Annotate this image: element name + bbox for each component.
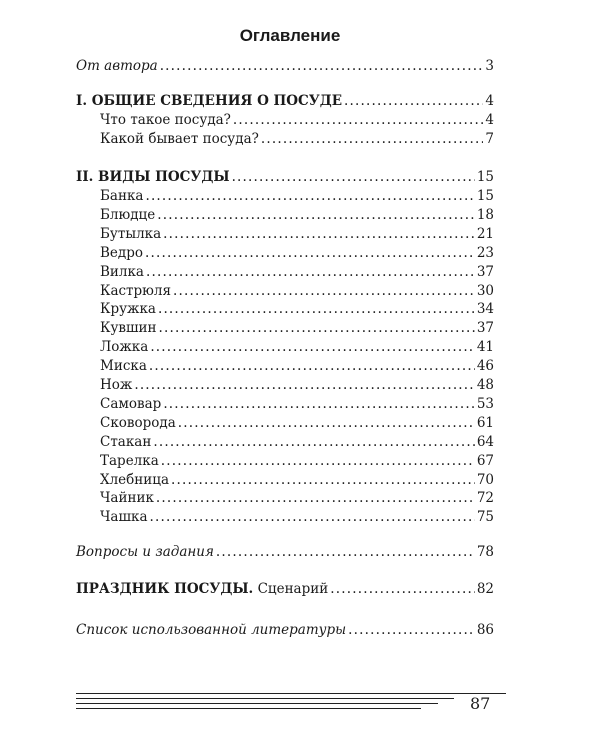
toc-entry-page: 46 <box>476 358 494 375</box>
toc-entry-title: Сковорода <box>100 414 176 431</box>
dot-leader <box>134 376 474 395</box>
toc-entry-title: Бутылка <box>100 225 162 242</box>
toc-entry <box>100 395 494 414</box>
dot-leader <box>261 130 484 149</box>
toc-entry-title: Чашка <box>100 509 148 526</box>
dot-leader <box>153 433 474 452</box>
dot-leader <box>157 206 475 225</box>
toc-entry-title: Ложка <box>100 339 149 356</box>
toc-entry <box>100 433 494 452</box>
dot-leader <box>330 580 475 599</box>
dot-leader <box>146 263 475 282</box>
dot-leader <box>171 471 475 490</box>
dot-leader <box>163 395 475 414</box>
dot-leader <box>160 57 484 76</box>
toc-entry-title: Кружка <box>100 301 156 318</box>
toc-entry <box>76 621 494 640</box>
toc-entry-title: Миска <box>100 358 147 375</box>
dot-leader <box>156 489 475 508</box>
toc-entry-title: Что такое посуда? <box>100 112 231 128</box>
toc-entry <box>100 300 494 319</box>
decorative-rule <box>76 703 438 704</box>
toc-entry-page: 18 <box>476 206 494 223</box>
toc-entry <box>100 471 494 490</box>
toc-entry-title: Ведро <box>100 244 143 261</box>
toc-entry-title: Список использованной литературы <box>76 622 347 638</box>
toc-entry <box>100 376 494 395</box>
toc-entry-page: 86 <box>476 622 494 638</box>
toc-entry <box>100 319 494 338</box>
toc-entry <box>100 489 494 508</box>
toc-entry-title: Блюдце <box>100 206 156 223</box>
toc-entry <box>100 225 494 244</box>
dot-leader <box>173 282 475 301</box>
toc-entry-page: 75 <box>476 509 494 526</box>
toc-entry-subtitle: Сценарий <box>257 581 329 597</box>
dot-leader <box>232 168 475 187</box>
toc-entry <box>100 282 494 301</box>
toc-entry-title: Вилка <box>100 263 144 280</box>
toc-entry-page: 23 <box>476 244 494 261</box>
dot-leader <box>158 300 475 319</box>
dot-leader <box>233 111 483 130</box>
toc-entry-title: Банка <box>100 188 144 204</box>
toc-entry-title <box>76 580 328 599</box>
toc-entry <box>76 168 494 187</box>
toc-entry-title: Хлебница <box>100 471 170 488</box>
toc-entry <box>100 244 494 263</box>
toc-entry-title: I. ОБЩИЕ СВЕДЕНИЯ О ПОСУДЕ <box>76 93 343 109</box>
toc-entry-page: 4 <box>485 112 494 128</box>
toc-entry-page: 78 <box>476 544 494 560</box>
toc-entry <box>100 452 494 471</box>
toc-entry-title: Самовар <box>100 395 162 412</box>
dot-leader <box>161 452 475 471</box>
toc-entry-title: II. ВИДЫ ПОСУДЫ <box>76 169 230 185</box>
toc-entry-title: Кувшин <box>100 320 157 337</box>
toc-entry <box>100 111 494 130</box>
toc-entry-page: 64 <box>476 433 494 450</box>
toc-entry-page: 48 <box>476 377 494 393</box>
toc-entry-title: Нож <box>100 377 133 393</box>
toc-entry-page: 34 <box>476 301 494 318</box>
toc-entry <box>76 57 494 76</box>
toc-entry <box>100 357 494 376</box>
dot-leader <box>145 187 474 206</box>
toc-entry-page: 70 <box>476 471 494 488</box>
toc-entry <box>100 263 494 282</box>
toc-entry-page: 53 <box>476 395 494 412</box>
toc-entry-title: От автора <box>76 58 158 74</box>
decorative-rule <box>76 708 421 709</box>
toc-entry-title: Чайник <box>100 490 154 507</box>
toc-entry <box>76 543 494 562</box>
toc-entry-page: 37 <box>476 263 494 280</box>
toc-entry-page: 82 <box>476 581 494 597</box>
page-number: 87 <box>470 694 491 713</box>
toc-entry-page: 4 <box>485 93 494 109</box>
toc-entry-page: 37 <box>476 320 494 337</box>
dot-leader <box>145 244 475 263</box>
toc-entry <box>100 130 494 149</box>
toc-entry-page: 15 <box>476 188 494 204</box>
dot-leader <box>348 621 475 640</box>
dot-leader <box>163 225 475 244</box>
toc-entry-page: 72 <box>476 490 494 507</box>
toc-entry-title: Стакан <box>100 433 152 450</box>
decorative-rule <box>76 693 506 694</box>
toc-entry-title-bold: ПРАЗДНИК ПОСУДЫ. <box>76 581 254 597</box>
toc-entry-page: 61 <box>476 414 494 431</box>
toc-entry <box>100 414 494 433</box>
page-title: Оглавление <box>239 26 341 45</box>
toc-entry-title: Кастрюля <box>100 282 172 299</box>
toc-entry-page: 41 <box>476 339 494 356</box>
toc-entry-title: Какой бывает посуда? <box>100 131 259 147</box>
toc-entry <box>76 580 494 599</box>
dot-leader <box>150 338 475 357</box>
dot-leader <box>216 543 475 562</box>
dot-leader <box>149 357 475 376</box>
toc-entry-page: 15 <box>476 169 494 185</box>
dot-leader <box>159 319 475 338</box>
dot-leader <box>178 414 475 433</box>
dot-leader <box>344 92 483 111</box>
toc-entry-page: 30 <box>476 282 494 299</box>
toc-entry-page: 67 <box>476 452 494 469</box>
toc-entry-title: Тарелка <box>100 452 159 469</box>
toc-entry <box>100 187 494 206</box>
decorative-rule <box>76 698 454 699</box>
toc-entry <box>76 92 494 111</box>
toc-entry <box>100 508 494 527</box>
toc-entry-title: Вопросы и задания <box>76 544 214 560</box>
dot-leader <box>150 508 475 527</box>
toc-entry-page: 3 <box>485 58 494 74</box>
toc-entry <box>100 338 494 357</box>
toc-entry <box>100 206 494 225</box>
toc-entry-page: 7 <box>485 131 494 147</box>
toc-entry-page: 21 <box>476 225 494 242</box>
